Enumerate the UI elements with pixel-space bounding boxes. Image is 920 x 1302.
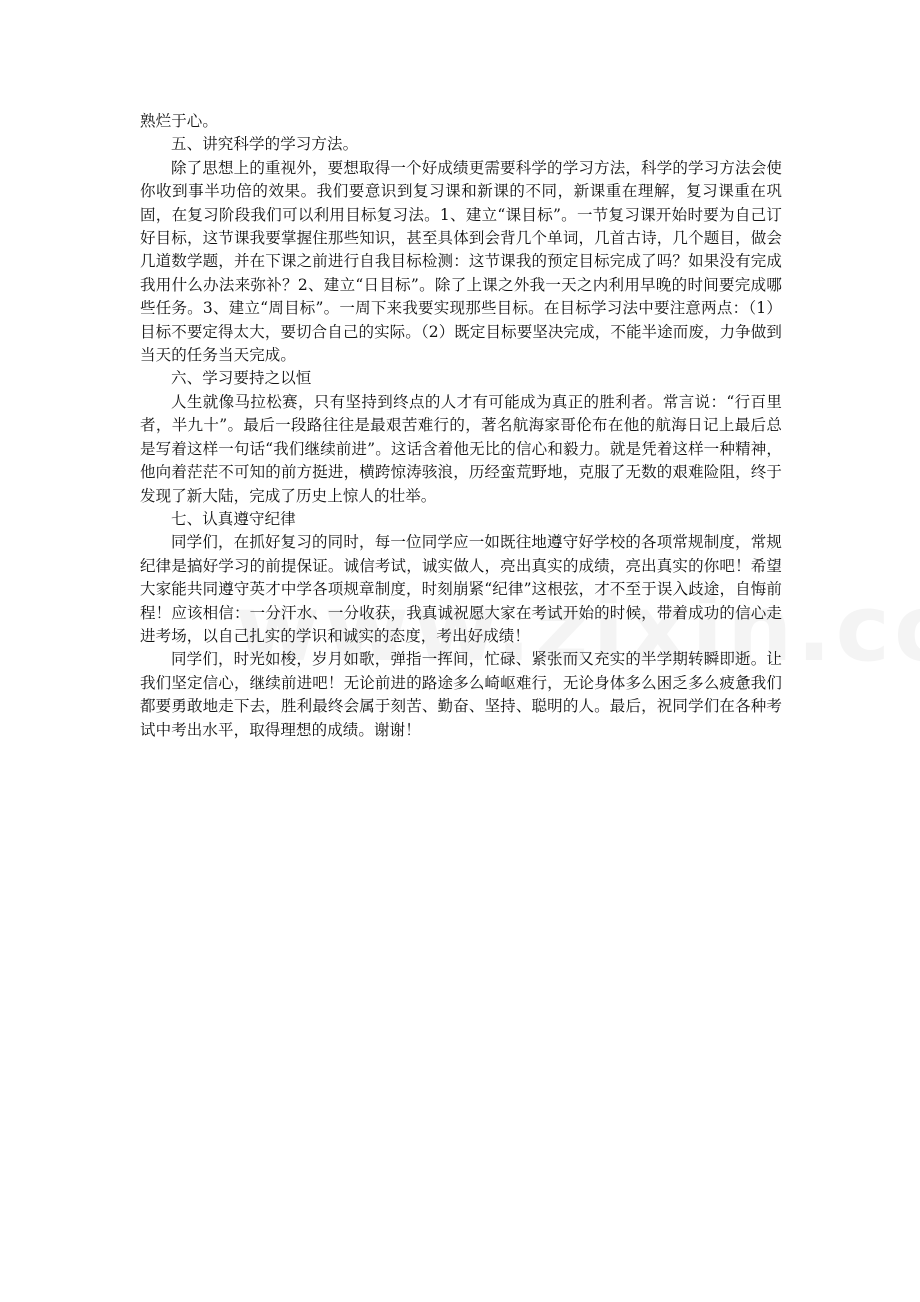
paragraph-closing: 同学们，时光如梭，岁月如歌，弹指一挥间，忙碌、紧张而又充实的半学期转瞬即逝。让我们坚定信心，继续前进吧！无论前进的路途多么崎岖难行，无论身体多么困乏多么疲惫我们都要勇敢地走下去，胜利最终会属于刻苦、勤奋、坚持、聪明的人。最后，祝同学们在各种考试中考出水平，取得理想的成绩。谢谢！ — [140, 650, 782, 739]
paragraph-discipline: 同学们，在抓好复习的同时，每一位同学应一如既往地遵守好学校的各项常规制度，常规纪律是搞好学习的前提保证。诚信考试，诚实做人，亮出真实的成绩，亮出真实的你吧！希望大家能共同遵守英才中学各项规章制度，时刻崩紧“纪律”这根弦，才不至于误入歧途，自悔前程！应该相信：一分汗水、一分收获，我真诚祝愿大家在考试开始的时候，带着成功的信心走进考场，以自己扎实的学识和诚实的态度，考出好成绩！ — [140, 533, 782, 645]
section-heading-6: 六、学习要持之以恒 — [171, 369, 312, 388]
section-heading-7: 七、认真遵守纪律 — [171, 509, 296, 528]
section-heading-5: 五、讲究科学的学习方法。 — [171, 135, 359, 154]
paragraph-study-method: 除了思想上的重视外，要想取得一个好成绩更需要科学的学习方法，科学的学习方法会使你收到事半功倍的效果。我们要意识到复习课和新课的不同，新课重在理解，复习课重在巩固，在复习阶段我们可以利用目标复习法。1、建立“课目标”。一节复习课开始时要为自己订好目标，这节课我要掌握住那些知识，甚至具体到会背几个单词，几首古诗，几个题目，做会几道数学题，并在下课之前进行自我目标检测：这节课我的预定目标完成了吗？如果没有完成我用什么办法来弥补？2、建立“日目标”。除了上课之外我一天之内利用早晚的时间要完成哪些任务。3、建立“周目标”。一周下来我要实现那些目标。在目标学习法中要注意两点：（1）目标不要定得太大，要切合自己的实际。（2）既定目标要坚决完成，不能半途而废，力争做到当天的任务当天完成。 — [140, 158, 782, 365]
paragraph-perseverance: 人生就像马拉松赛，只有坚持到终点的人才有可能成为真正的胜利者。常言说：“行百里者，半九十”。最后一段路往往是最艰苦难行的，著名航海家哥伦布在他的航海日记上最后总是写着这样一句话“我们继续前进”。这话含着他无比的信心和毅力。就是凭着这样一种精神，他向着茫茫不可知的前方挺进，横跨惊涛骇浪，历经蛮荒野地，克服了无数的艰难险阻，终于发现了新大陆，完成了历史上惊人的壮举。 — [140, 392, 782, 505]
paragraph-continuation: 熟烂于心。 — [140, 112, 219, 130]
document-body — [140, 110, 782, 742]
